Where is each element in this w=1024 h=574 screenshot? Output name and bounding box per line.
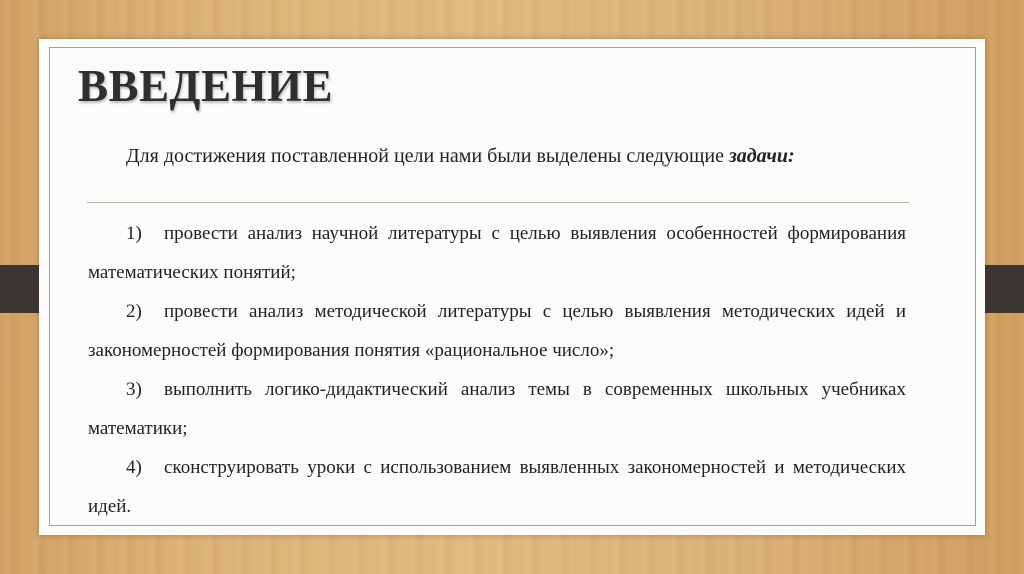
intro-colon: : [788, 145, 795, 167]
task-text: выполнить логико-дидактический анализ темы в современных школьных учебниках математики; [88, 379, 906, 439]
list-item [88, 448, 906, 526]
slide-title: ВВЕДЕНИЕ [78, 61, 334, 111]
slide-card [39, 39, 985, 535]
task-text: провести анализ методической литературы с целью выявления методических идей и закономерностей формирования понятия «рациональное число»; [88, 301, 906, 361]
task-number: 1) [126, 223, 142, 244]
intro-text: Для достижения поставленной цели нами были выделены следующие [126, 145, 729, 167]
task-number: 4) [126, 457, 142, 478]
list-item [88, 292, 906, 370]
task-number: 2) [126, 301, 142, 322]
task-text: сконструировать уроки с использованием выявленных закономерностей и методических идей. [88, 457, 906, 517]
intro-paragraph [88, 130, 906, 182]
task-text: провести анализ научной литературы с целью выявления особенностей формирования математических понятий; [88, 223, 906, 283]
divider-line [87, 202, 909, 203]
intro-emphasis: задачи [728, 145, 789, 167]
task-number: 3) [126, 379, 142, 400]
list-item [88, 370, 906, 448]
list-item [88, 214, 906, 292]
slide-card-frame [49, 47, 976, 526]
task-list [88, 214, 906, 526]
